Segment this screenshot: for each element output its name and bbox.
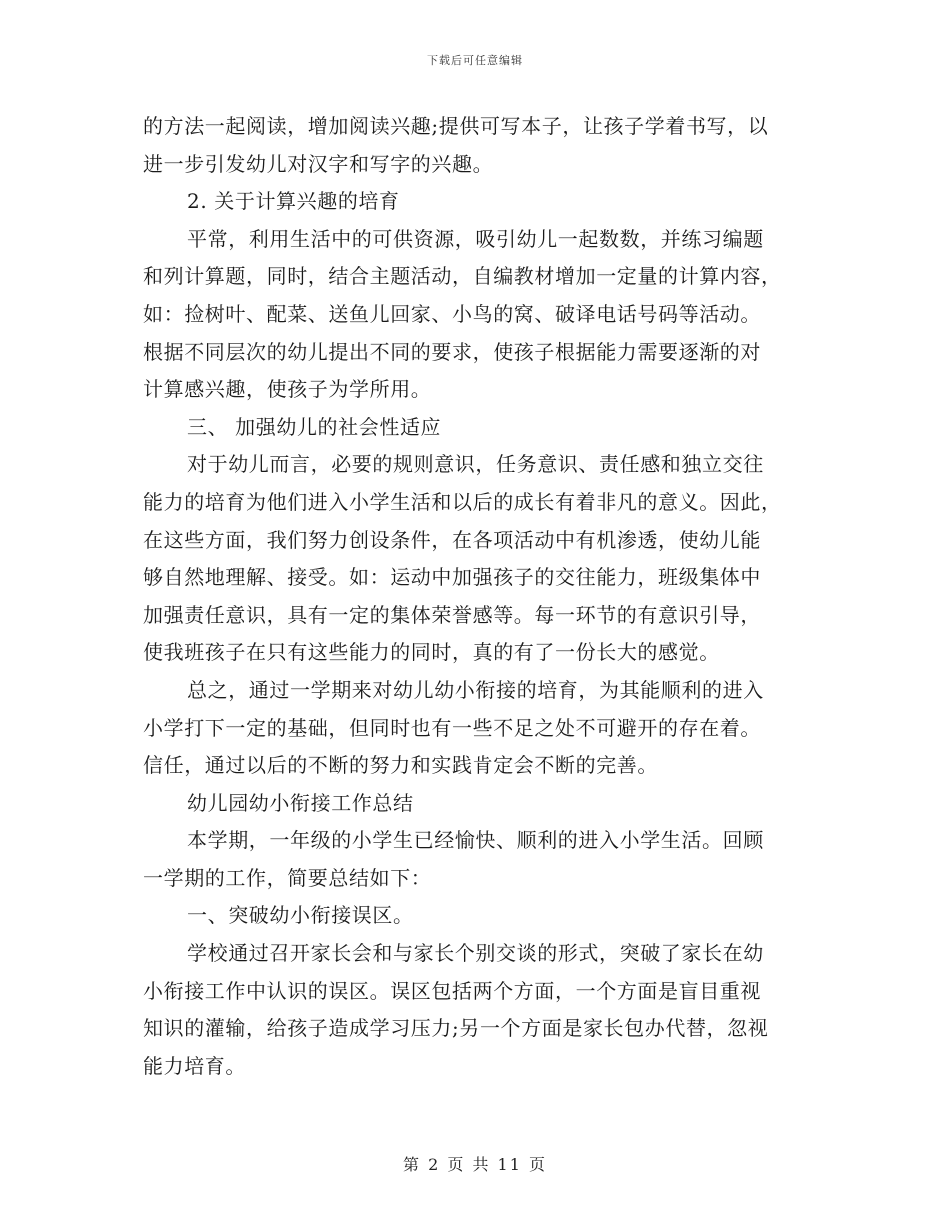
text-line: 学校通过召开家长会和与家长个别交谈的形式，突破了家长在幼 [187,941,764,966]
text-line: 能力的培育为他们进入小学生活和以后的成长有着非凡的意义。因此， [143,489,782,514]
text-line: 对于幼儿而言，必要的规则意识，任务意识、责任感和独立交往 [187,452,764,477]
text-line: 一、突破幼小衔接误区。 [187,903,414,928]
text-line: 使我班孩子在只有这些能力的同时，真的有了一份长大的感觉。 [143,640,720,665]
text-line: 小学打下一定的基础，但同时也有一些不足之处不可避开的存在着。 [143,715,761,740]
text-line: 和列计算题，同时，结合主题活动，自编教材增加一定量的计算内容， [143,264,782,289]
text-line: 能力培育。 [143,1053,246,1078]
page-header: 下载后可任意编辑 [427,54,523,67]
text-line: 计算感兴趣，使孩子为学所用。 [143,377,432,402]
document-body [143,108,807,1085]
text-line: 根据不同层次的幼儿提出不同的要求，使孩子根据能力需要逐渐的对 [143,339,761,364]
text-line: 本学期，一年级的小学生已经愉快、顺利的进入小学生活。回顾 [187,828,764,853]
text-line: 的方法一起阅读，增加阅读兴趣;提供可写本子，让孩子学着书写，以 [143,114,769,138]
text-line: 进一步引发幼儿对汉字和写字的兴趣。 [143,151,494,176]
text-line: 一学期的工作，简要总结如下： [143,865,432,890]
page-footer: 第 2 页 共 11 页 [403,1155,547,1174]
text-line: 小衔接工作中认识的误区。误区包括两个方面，一个方面是盲目重视 [143,978,761,1003]
text-line: 够自然地理解、接受。如：运动中加强孩子的交往能力，班级集体中 [143,565,761,590]
text-line: 总之，通过一学期来对幼儿幼小衔接的培育，为其能顺利的进入 [187,677,764,702]
text-line: 三、 加强幼儿的社会性适应 [187,414,442,439]
text-line: 如：捡树叶、配菜、送鱼儿回家、小鸟的窝、破译电话号码等活动。 [143,301,761,326]
text-line: 在这些方面，我们努力创设条件，在各项活动中有机渗透，使幼儿能 [143,527,761,552]
text-line: 信任，通过以后的不断的努力和实践肯定会不断的完善。 [143,753,658,778]
text-line: 幼儿园幼小衔接工作总结 [187,790,414,815]
text-line: 平常，利用生活中的可供资源，吸引幼儿一起数数，并练习编题 [187,226,764,251]
text-line: 知识的灌输，给孩子造成学习压力;另一个方面是家长包办代替，忽视 [143,1016,769,1041]
text-line: 加强责任意识，具有一定的集体荣誉感等。每一环节的有意识引导， [143,602,761,627]
text-line: 2. 关于计算兴趣的培育 [187,189,400,214]
